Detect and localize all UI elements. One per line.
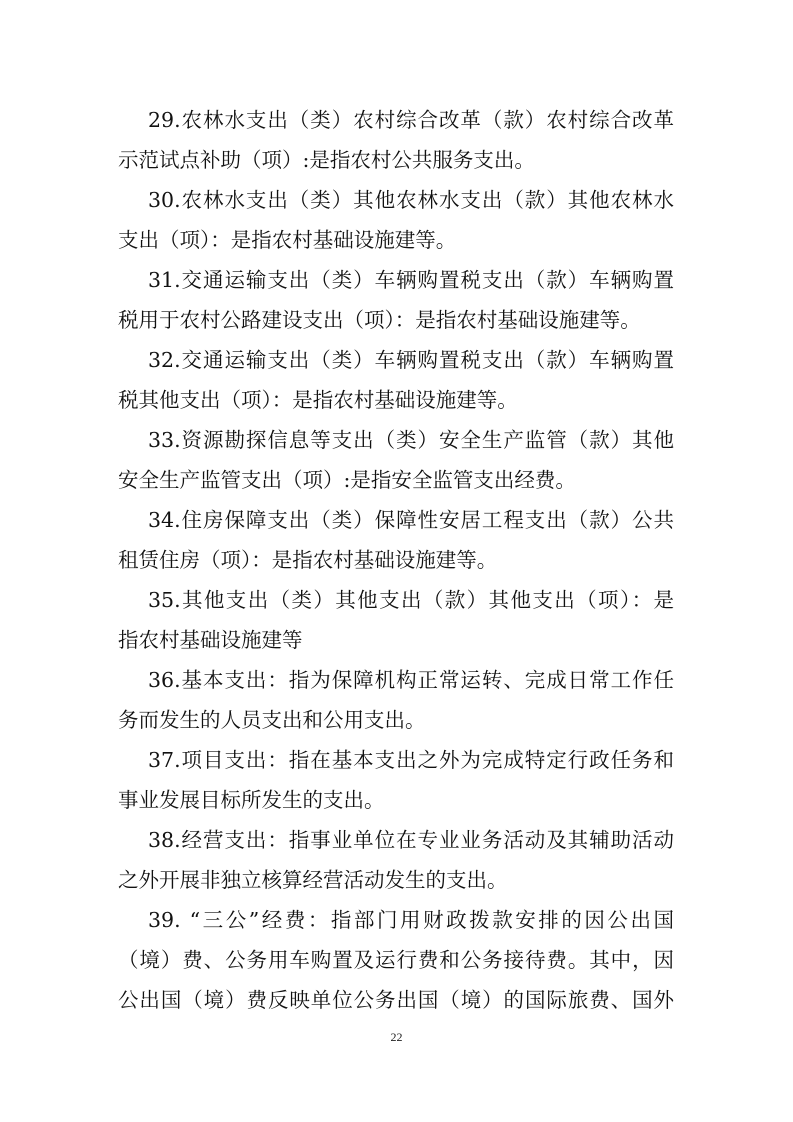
paragraph-line: 务而发生的人员支出和公用支出。 [118, 708, 426, 732]
paragraph-31 [118, 260, 674, 340]
page-number: 22 [390, 1030, 403, 1044]
body-text [118, 100, 674, 1020]
paragraph-line: 39. “三公”经费：指部门用财政拨款安排的因公出国 [148, 908, 674, 932]
paragraph-35 [118, 580, 674, 660]
paragraph-line: 指农村基础设施建等 [118, 628, 303, 652]
paragraph-line: 示范试点补助（项）:是指农村公共服务支出。 [118, 148, 535, 172]
paragraph-line: 税其他支出（项）：是指农村基础设施建等。 [118, 388, 518, 412]
paragraph-line: 31.交通运输支出（类）车辆购置税支出（款）车辆购置 [148, 268, 674, 292]
paragraph-line: 税用于农村公路建设支出（项）：是指农村基础设施建等。 [118, 308, 641, 332]
paragraph-36 [118, 660, 674, 740]
paragraph-line: 37.项目支出：指在基本支出之外为完成特定行政任务和 [148, 748, 674, 772]
paragraph-39 [118, 900, 674, 1020]
paragraph-line: 之外开展非独立核算经营活动发生的支出。 [118, 868, 508, 892]
paragraph-line: 公出国（境）费反映单位公务出国（境）的国际旅费、国外 [118, 988, 674, 1012]
paragraph-line: （境）费、公务用车购置及运行费和公务接待费。其中，因 [118, 948, 674, 972]
paragraph-37 [118, 740, 674, 820]
paragraph-30 [118, 180, 674, 260]
paragraph-32 [118, 340, 674, 420]
paragraph-line: 34.住房保障支出（类）保障性安居工程支出（款）公共 [148, 508, 674, 532]
paragraph-line: 35.其他支出（类）其他支出（款）其他支出（项）：是 [148, 588, 674, 612]
paragraph-line: 事业发展目标所发生的支出。 [118, 788, 385, 812]
paragraph-33 [118, 420, 674, 500]
paragraph-34 [118, 500, 674, 580]
paragraph-line: 33.资源勘探信息等支出（类）安全生产监管（款）其他 [148, 428, 674, 452]
paragraph-line: 29.农林水支出（类）农村综合改革（款）农村综合改革 [148, 108, 674, 132]
paragraph-line: 30.农林水支出（类）其他农林水支出（款）其他农林水 [148, 188, 674, 212]
paragraph-line: 36.基本支出：指为保障机构正常运转、完成日常工作任 [148, 668, 674, 692]
paragraph-line: 支出（项）：是指农村基础设施建等。 [118, 228, 457, 252]
paragraph-38 [118, 820, 674, 900]
paragraph-line: 安全生产监管支出（项）:是指安全监管支出经费。 [118, 468, 576, 492]
paragraph-line: 32.交通运输支出（类）车辆购置税支出（款）车辆购置 [148, 348, 674, 372]
paragraph-29 [118, 100, 674, 180]
paragraph-line: 38.经营支出：指事业单位在专业业务活动及其辅助活动 [148, 828, 674, 852]
paragraph-line: 租赁住房（项）：是指农村基础设施建等。 [118, 548, 498, 572]
